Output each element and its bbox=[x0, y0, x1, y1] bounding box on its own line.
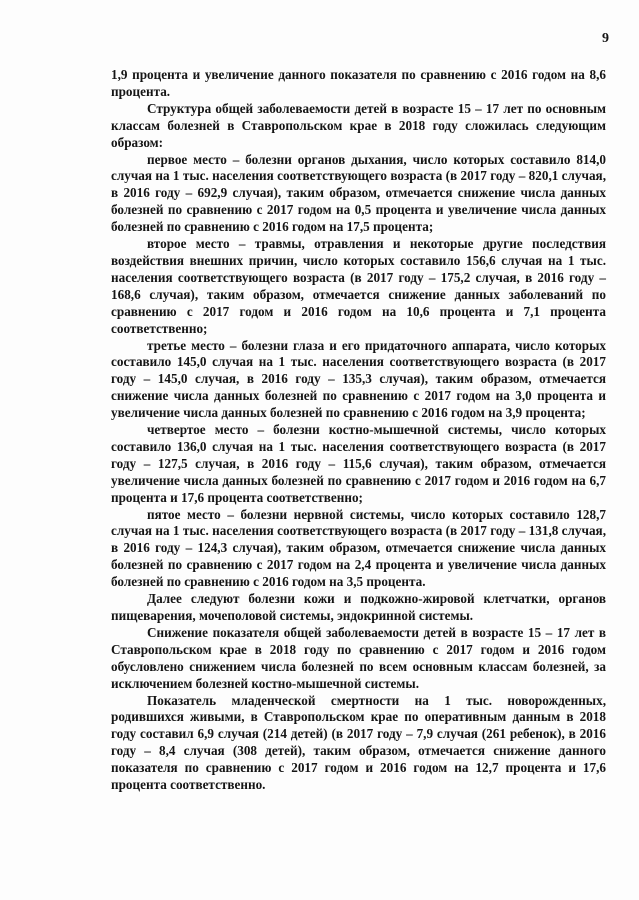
paragraph-other-diseases: Далее следуют болезни кожи и подкожно-жировой клетчатки, органов пищеварения, мочеполовой системы, эндокринной системы. bbox=[111, 591, 606, 623]
paragraph-infant-mortality: Показатель младенческой смертности на 1 тыс. новорожденных, родившихся живыми, в Ставропольском крае по оперативным данным в 2018 году составил 6,9 случая (214 детей) (в 2017 году – 7,9 случая (261 ребенок), в 2016 году – 8,4 случая (308 детей), таким образом, отмечается снижение данного показателя по сравнению с 2017 годом и 2016 годом на 12,7 процента и 17,6 процента соответственно. bbox=[111, 692, 606, 793]
paragraph-first-place: первое место – болезни органов дыхания, число которых составило 814,0 случая на 1 тыс. населения соответствующего возраста (в 2017 году – 820,1 случая, в 2016 году – 692,9 случая), таким образом, отмечается снижение числа данных болезней по сравнению с 2017 годом на 0,5 процента и увеличение числа данных болезней по сравнению с 2016 годом на 17,5 процента; bbox=[111, 151, 606, 235]
page-number: 9 bbox=[602, 31, 609, 46]
paragraph-structure-intro: Структура общей заболеваемости детей в возрасте 15 – 17 лет по основным классам болезней в Ставропольском крае в 2018 году сложилась следующим образом: bbox=[111, 100, 606, 150]
document-body bbox=[111, 67, 606, 794]
paragraph-fourth-place: четвертое место – болезни костно-мышечной системы, число которых составило 136,0 случая на 1 тыс. населения соответствующего возраста (в 2017 году – 127,5 случая, в 2016 году – 115,6 случая), таким образом, отмечается увеличение числа данных болезней по сравнению с 2017 годом и 2016 годом на 6,7 процента и 17,6 процента соответственно; bbox=[111, 422, 606, 505]
paragraph-second-place: второе место – травмы, отравления и некоторые другие последствия воздействия внешних причин, число которых составило 156,6 случая на 1 тыс. населения соответствующего возраста (в 2017 году – 175,2 случая, в 2016 году – 168,6 случая), таким образом, отмечается снижение данных заболеваний по сравнению с 2017 годом и 2016 годом на 10,6 процента и 7,1 процента соответственно; bbox=[111, 236, 606, 336]
paragraph-fifth-place: пятое место – болезни нервной системы, число которых составило 128,7 случая на 1 тыс. населения соответствующего возраста (в 2017 году – 131,8 случая, в 2016 году – 124,3 случая), таким образом, отмечается снижение числа данных болезней по сравнению с 2017 годом на 2,4 процента и увеличение числа данных болезней по сравнению с 2016 годом на 3,5 процента. bbox=[111, 506, 606, 590]
paragraph-decrease-reason: Снижение показателя общей заболеваемости детей в возрасте 15 – 17 лет в Ставропольском крае в 2018 году по сравнению с 2017 годом и 2016 годом обусловлено снижением числа болезней по всем основным классам болезней, за исключением болезней костно-мышечной системы. bbox=[111, 624, 606, 691]
paragraph-third-place: третье место – болезни глаза и его придаточного аппарата, число которых составило 145,0 случая на 1 тыс. населения соответствующего возраста (в 2017 году – 145,0 случая, в 2016 году – 135,3 случая), таким образом, отмечается снижение числа данных болезней по сравнению с 2017 годом на 3,0 процента и увеличение числа данных болезней по сравнению с 2016 годом на 3,9 процента; bbox=[111, 337, 606, 421]
paragraph-continuation: 1,9 процента и увеличение данного показателя по сравнению с 2016 годом на 8,6 процента. bbox=[111, 67, 606, 99]
